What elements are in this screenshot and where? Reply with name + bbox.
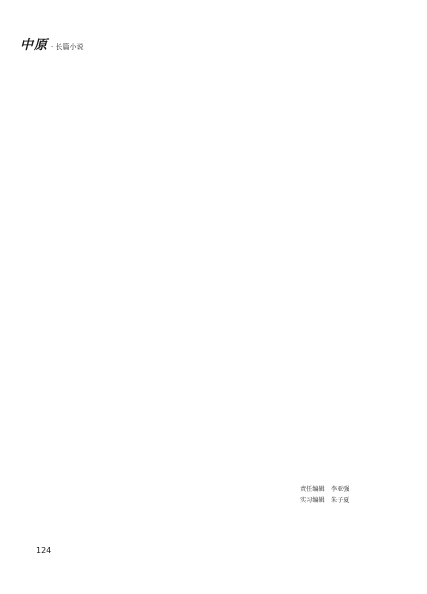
page-header: [20, 34, 83, 53]
editor-credits: [300, 484, 350, 506]
intern-editor: 实习编辑 朱子夏: [300, 497, 350, 504]
responsible-editor: 责任编辑 李亚强: [300, 486, 350, 493]
page-number: 124: [36, 546, 52, 555]
section-label: · 长篇小说: [51, 43, 84, 51]
magazine-logo: 中原: [20, 38, 49, 53]
left-column: [34, 62, 204, 106]
right-column: [222, 62, 392, 74]
